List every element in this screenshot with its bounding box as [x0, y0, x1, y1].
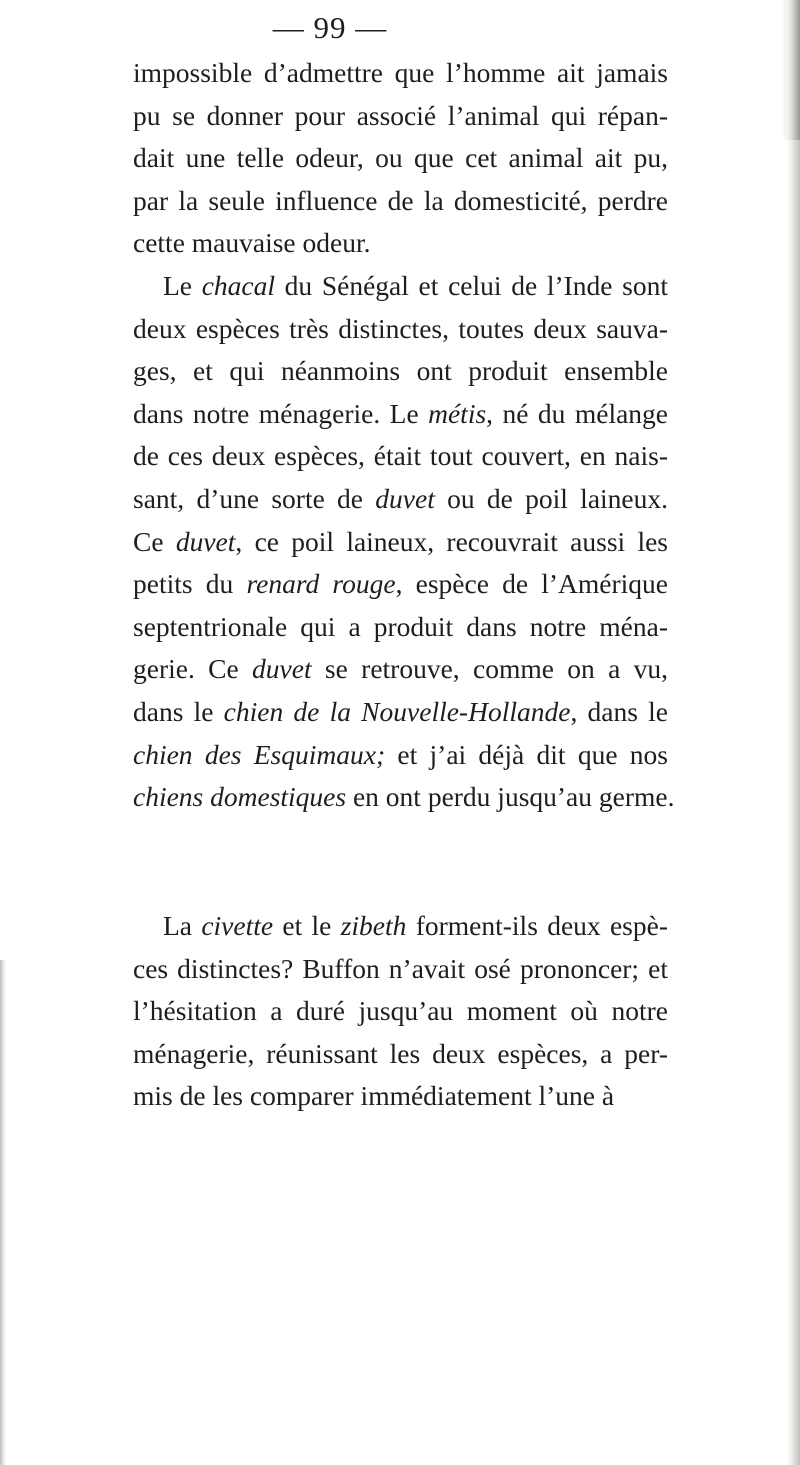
text-line — [133, 905, 668, 948]
page-number: — 99 — — [272, 10, 388, 45]
text-run: dans le — [133, 695, 224, 727]
text-run: ces distinctes? Buffon n’avait osé prononcer; et — [133, 952, 668, 984]
text-line — [133, 648, 668, 691]
text-run: , espèce de l’Amérique — [395, 568, 668, 600]
text-run: ges, et qui néanmoins ont produit ensemble — [133, 355, 668, 387]
text-run: et le — [273, 910, 341, 941]
text-line — [133, 990, 668, 1033]
text-run: cette mauvaise odeur. — [133, 227, 371, 259]
text-line — [133, 95, 668, 138]
paragraph-civette — [133, 905, 668, 1118]
italic-term: chiens domestiques — [133, 781, 347, 813]
text-line — [133, 691, 668, 734]
text-run: impossible d’admettre que l’homme ait jamais — [133, 57, 668, 88]
text-line — [133, 265, 668, 308]
text-run: se retrouve, comme on a vu, — [311, 653, 668, 685]
text-line — [133, 734, 668, 777]
text-run: petits du — [133, 568, 247, 600]
text-line — [133, 350, 668, 393]
page-edge-left — [0, 960, 6, 1465]
page-edge-right — [786, 0, 800, 1465]
italic-term: chien des Esquimaux; — [133, 738, 386, 770]
text-line — [133, 308, 668, 351]
text-line — [133, 1075, 668, 1118]
text-run: , né du mélange — [486, 397, 668, 429]
text-run: , dans le — [570, 695, 668, 727]
text-run: pu se donner pour associé l’animal qui répan- — [133, 99, 668, 131]
text-run: La — [163, 910, 202, 941]
text-line — [133, 137, 668, 180]
italic-term: duvet — [252, 653, 312, 685]
text-run: dait une telle odeur, ou que cet animal ait pu, — [133, 142, 668, 174]
italic-term: civette — [201, 910, 274, 941]
italic-term: chien de la Nouvelle-Hollande — [223, 695, 571, 727]
text-run: dans notre ménagerie. Le — [133, 397, 429, 429]
paragraph-chacal — [133, 52, 675, 819]
text-line — [133, 776, 675, 819]
text-run: mis de les comparer immédiatement l’une à — [133, 1080, 615, 1112]
text-line — [133, 521, 668, 564]
text-run: par la seule influence de la domesticité, perdre — [133, 184, 668, 216]
text-run: ménagerie, réunissant les deux espèces, a per- — [133, 1037, 668, 1069]
text-run: en ont perdu jusqu’au germe. — [346, 781, 675, 813]
italic-term: duvet — [375, 482, 435, 514]
text-run: Le — [163, 269, 202, 301]
text-run: l’hésitation a duré jusqu’au moment où notre — [133, 995, 668, 1027]
text-line — [133, 948, 668, 991]
text-line — [133, 222, 668, 265]
text-run: , ce poil laineux, recouvrait aussi les — [235, 525, 668, 557]
text-line — [133, 393, 668, 436]
text-run: du Sénégal et celui de l’Inde sont — [275, 269, 668, 301]
text-run: ou de poil laineux. — [434, 482, 668, 514]
text-run: sant, d’une sorte de — [133, 482, 376, 514]
text-line — [133, 180, 668, 223]
text-line — [133, 606, 668, 649]
text-run: gerie. Ce — [133, 653, 253, 685]
italic-term: duvet — [175, 525, 236, 557]
text-line — [133, 563, 668, 606]
text-line — [133, 435, 668, 478]
text-line — [133, 478, 668, 521]
text-run: septentrionale qui a produit dans notre ména- — [133, 610, 668, 642]
text-line — [133, 52, 668, 95]
text-line — [133, 1033, 668, 1076]
text-run: Ce — [133, 525, 176, 557]
text-run: et j’ai déjà dit que nos — [385, 738, 668, 770]
italic-term: métis — [428, 397, 487, 429]
italic-term: zibeth — [340, 910, 407, 941]
italic-term: chacal — [201, 269, 275, 301]
text-run: forment-ils deux espè- — [406, 910, 668, 941]
text-run: deux espèces très distinctes, toutes deux sauva- — [133, 312, 668, 344]
italic-term: renard rouge — [246, 568, 396, 600]
text-run: de ces deux espèces, était tout couvert, en nais- — [133, 440, 668, 472]
